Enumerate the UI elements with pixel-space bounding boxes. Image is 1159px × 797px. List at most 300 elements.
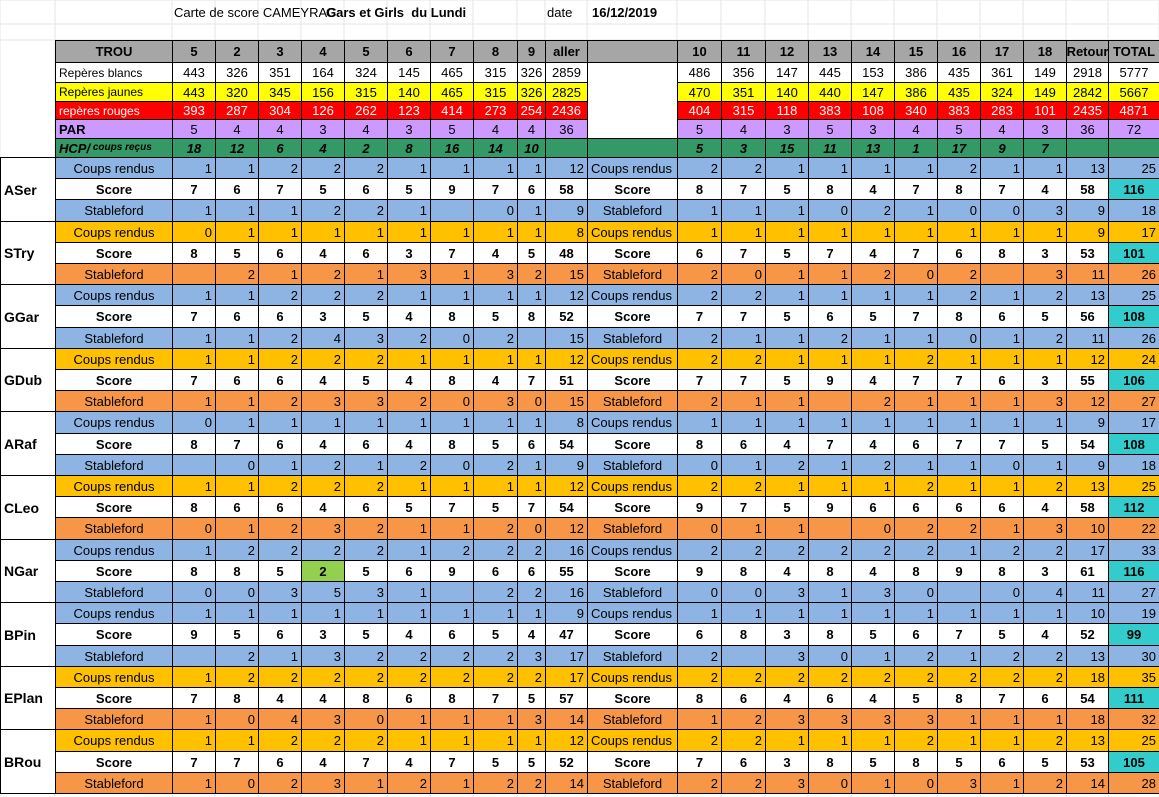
player-EPlan-score-mid-label: Score xyxy=(587,687,678,709)
player-STry-coups-back-14: 1 xyxy=(851,221,895,243)
player-BPin-coups-retour: 10 xyxy=(1066,602,1109,624)
player-BPin-stableford-front-8: 2 xyxy=(473,645,518,667)
player-BPin-score-front-7: 6 xyxy=(430,623,474,646)
player-GGar-score-front-9: 8 xyxy=(517,305,546,328)
reperes-2-back-18: 101 xyxy=(1023,101,1067,120)
header-hole-7: 7 xyxy=(430,40,474,63)
player-BRou-coups-front-2: 1 xyxy=(215,729,259,752)
player-GGar-coups-front-1: 1 xyxy=(172,284,216,306)
hcp-front-6: 8 xyxy=(387,138,431,158)
header-trou: TROU xyxy=(55,40,173,63)
player-CLeo-stableford-front-1: 0 xyxy=(172,517,216,540)
hcp-gap xyxy=(587,138,678,158)
player-ASer-coups-label: Coups rendus xyxy=(55,157,173,179)
player-BRou-coups-back-11: 2 xyxy=(721,729,766,752)
player-GDub-coups-back-17: 1 xyxy=(980,348,1024,370)
player-BPin-score-front-3: 6 xyxy=(258,623,302,646)
player-GDub-score-back-14: 4 xyxy=(851,369,895,391)
player-GDub-stableford-front-8: 3 xyxy=(473,390,518,412)
player-GDub-coups-front-8: 1 xyxy=(473,348,518,370)
player-GGar-score-back-10: 7 xyxy=(677,305,722,328)
player-GDub-score-back-17: 6 xyxy=(980,369,1024,391)
player-BRou-coups-back-14: 1 xyxy=(851,729,895,752)
player-CLeo-coups-front-3: 2 xyxy=(258,475,302,497)
player-EPlan-coups-aller: 17 xyxy=(545,666,588,688)
player-EPlan-stableford-back-18: 1 xyxy=(1023,708,1067,730)
player-ARaf-score-back-15: 6 xyxy=(894,433,938,455)
reperes-1-front-1: 443 xyxy=(172,82,216,102)
player-STry-stableford-back-12: 1 xyxy=(765,263,809,285)
player-ARaf-score-total: 108 xyxy=(1108,433,1159,455)
player-ARaf-stableford-retour: 9 xyxy=(1066,454,1109,476)
reperes-1-front-5: 315 xyxy=(344,82,388,102)
player-NGar-stableford-front-2: 0 xyxy=(215,581,259,603)
player-GGar-stableford-mid-label: Stableford xyxy=(587,327,678,349)
player-BPin-score-mid-label: Score xyxy=(587,623,678,646)
player-CLeo-coups-front-4: 2 xyxy=(301,475,345,497)
player-STry-score-front-8: 4 xyxy=(473,242,518,264)
player-ASer-stableford-back-18: 3 xyxy=(1023,199,1067,222)
reperes-1-back-12: 140 xyxy=(765,82,809,102)
player-BPin-coups-back-10: 1 xyxy=(677,602,722,624)
player-EPlan-coups-back-18: 2 xyxy=(1023,666,1067,688)
player-GDub-stableford-front-2: 1 xyxy=(215,390,259,412)
player-CLeo-coups-back-15: 2 xyxy=(894,475,938,497)
player-BPin-stableford-aller: 17 xyxy=(545,645,588,667)
player-STry-coups-front-1: 0 xyxy=(172,221,216,243)
player-GGar-stableford-front-2: 1 xyxy=(215,327,259,349)
player-EPlan-stableford-back-16: 1 xyxy=(937,708,981,730)
player-STry-stableford-front-3: 1 xyxy=(258,263,302,285)
date-label: date xyxy=(547,4,573,20)
player-NGar-score-front-2: 8 xyxy=(215,560,259,582)
player-ASer-score-back-17: 7 xyxy=(980,178,1024,200)
player-STry-score-back-17: 8 xyxy=(980,242,1024,264)
player-BRou-stableford-label: Stableford xyxy=(55,772,173,794)
player-EPlan-stableford-front-7: 1 xyxy=(430,708,474,730)
player-GDub-coups-back-12: 1 xyxy=(765,348,809,370)
player-GGar-stableford-label: Stableford xyxy=(55,327,173,349)
player-BRou-score-retour: 53 xyxy=(1066,751,1109,773)
player-BPin-coups-back-12: 1 xyxy=(765,602,809,624)
player-ARaf-stableford-back-10: 0 xyxy=(677,454,722,476)
player-STry-stableford-back-17 xyxy=(980,263,1024,285)
reperes-2-front-1: 393 xyxy=(172,101,216,120)
player-EPlan-score-front-1: 7 xyxy=(172,687,216,709)
player-CLeo-score-back-10: 9 xyxy=(677,496,722,518)
reperes-2-back-12: 118 xyxy=(765,101,809,120)
player-BPin-stableford-front-5: 2 xyxy=(344,645,388,667)
player-GDub-stableford-back-18: 3 xyxy=(1023,390,1067,412)
player-GGar-coups-back-18: 2 xyxy=(1023,284,1067,306)
player-STry-coups-front-2: 1 xyxy=(215,221,259,243)
player-ARaf-stableford-front-7: 0 xyxy=(430,454,474,476)
player-ASer-score-retour: 58 xyxy=(1066,178,1109,200)
player-BPin-stableford-back-16: 1 xyxy=(937,645,981,667)
player-ARaf-stableford-front-4: 2 xyxy=(301,454,345,476)
player-ARaf-score-front-7: 8 xyxy=(430,433,474,455)
player-ARaf-stableford-back-11: 1 xyxy=(721,454,766,476)
player-GGar-score-retour: 56 xyxy=(1066,305,1109,328)
player-NGar-score-front-7: 9 xyxy=(430,560,474,582)
player-GDub-stableford-back-12: 1 xyxy=(765,390,809,412)
player-STry-coups-back-15: 1 xyxy=(894,221,938,243)
player-EPlan-stableford-front-3: 4 xyxy=(258,708,302,730)
player-BRou-stableford-back-14: 1 xyxy=(851,772,895,794)
player-ARaf-coups-front-1: 0 xyxy=(172,411,216,434)
player-ARaf-score-back-14: 4 xyxy=(851,433,895,455)
player-GGar-stableford-front-3: 2 xyxy=(258,327,302,349)
player-NGar-stableford-back-17: 0 xyxy=(980,581,1024,603)
par-back-17: 4 xyxy=(980,119,1024,139)
player-ASer-coups-front-9: 1 xyxy=(517,157,546,179)
player-EPlan-coups-front-4: 2 xyxy=(301,666,345,688)
player-EPlan-score-front-2: 8 xyxy=(215,687,259,709)
player-CLeo-score-retour: 58 xyxy=(1066,496,1109,518)
player-GGar-stableford-front-8: 2 xyxy=(473,327,518,349)
player-GGar-stableford-back-10: 2 xyxy=(677,327,722,349)
player-NGar-stableford-aller: 16 xyxy=(545,581,588,603)
player-ARaf-score-front-8: 5 xyxy=(473,433,518,455)
player-BPin-score-back-16: 7 xyxy=(937,623,981,646)
player-GDub-coups-back-16: 1 xyxy=(937,348,981,370)
header-hole-15: 15 xyxy=(894,40,938,63)
player-CLeo-coups-back-16: 1 xyxy=(937,475,981,497)
player-ARaf-coups-back-12: 1 xyxy=(765,411,809,434)
player-EPlan-score-front-9: 5 xyxy=(517,687,546,709)
player-ARaf-coups-front-8: 1 xyxy=(473,411,518,434)
player-ARaf-score-front-3: 6 xyxy=(258,433,302,455)
player-NGar-stableford-back-16 xyxy=(937,581,981,603)
player-STry-score-back-10: 6 xyxy=(677,242,722,264)
reperes-0-front-1: 443 xyxy=(172,62,216,83)
player-CLeo-stableford-back-12: 1 xyxy=(765,517,809,540)
player-BRou-score-aller: 52 xyxy=(545,751,588,773)
player-ARaf-score-front-4: 4 xyxy=(301,433,345,455)
player-CLeo-stableford-front-2: 1 xyxy=(215,517,259,540)
player-BPin-stableford-back-10: 2 xyxy=(677,645,722,667)
player-BPin-coups-back-16: 1 xyxy=(937,602,981,624)
player-GGar-coups-front-5: 2 xyxy=(344,284,388,306)
player-BPin-coups-total: 19 xyxy=(1108,602,1159,624)
header-retour: Retour xyxy=(1066,40,1109,63)
player-BRou-stableford-aller: 14 xyxy=(545,772,588,794)
header-hole-17: 17 xyxy=(980,40,1024,63)
player-CLeo-stableford-front-3: 2 xyxy=(258,517,302,540)
player-CLeo-coups-back-18: 2 xyxy=(1023,475,1067,497)
player-GDub-stableford-retour: 12 xyxy=(1066,390,1109,412)
player-BRou-score-back-11: 6 xyxy=(721,751,766,773)
player-BPin-coups-front-1: 1 xyxy=(172,602,216,624)
player-NGar-stableford-front-8: 2 xyxy=(473,581,518,603)
player-GDub-stableford-front-6: 2 xyxy=(387,390,431,412)
player-ASer-coups-aller: 12 xyxy=(545,157,588,179)
reperes-1-back-14: 147 xyxy=(851,82,895,102)
player-GGar-score-front-1: 7 xyxy=(172,305,216,328)
reperes-0-back-14: 153 xyxy=(851,62,895,83)
player-ARaf-score-front-6: 4 xyxy=(387,433,431,455)
par-front-4: 3 xyxy=(301,119,345,139)
player-GDub-stableford-front-1: 1 xyxy=(172,390,216,412)
player-ARaf-stableford-mid-label: Stableford xyxy=(587,454,678,476)
par-front-7: 5 xyxy=(430,119,474,139)
player-ARaf-stableford-aller: 9 xyxy=(545,454,588,476)
reperes-0-total: 5777 xyxy=(1108,62,1159,83)
player-STry-stableford-front-6: 3 xyxy=(387,263,431,285)
reperes-2-aller: 2436 xyxy=(545,101,588,120)
hcp-front-1: 18 xyxy=(172,138,216,158)
player-GGar-stableford-total: 26 xyxy=(1108,327,1159,349)
player-STry-coups-front-5: 1 xyxy=(344,221,388,243)
reperes-2-back-14: 108 xyxy=(851,101,895,120)
player-NGar-stableford-front-4: 5 xyxy=(301,581,345,603)
player-GDub-coups-front-4: 2 xyxy=(301,348,345,370)
player-CLeo-coups-front-8: 1 xyxy=(473,475,518,497)
reperes-2-front-4: 126 xyxy=(301,101,345,120)
player-CLeo-score-front-4: 4 xyxy=(301,496,345,518)
player-BPin-coups-front-3: 1 xyxy=(258,602,302,624)
player-STry-stableford-total: 26 xyxy=(1108,263,1159,285)
player-GDub-coups-total: 24 xyxy=(1108,348,1159,370)
player-GGar-coups-back-13: 1 xyxy=(808,284,852,306)
player-GDub-score-back-18: 3 xyxy=(1023,369,1067,391)
player-CLeo-stableford-label: Stableford xyxy=(55,517,173,540)
player-EPlan-score-back-13: 6 xyxy=(808,687,852,709)
hcp-retour xyxy=(1066,138,1109,158)
par-front-3: 4 xyxy=(258,119,302,139)
player-BPin-score-aller: 47 xyxy=(545,623,588,646)
player-ARaf-score-front-2: 7 xyxy=(215,433,259,455)
player-NGar-stableford-front-6: 1 xyxy=(387,581,431,603)
player-GDub-coups-front-2: 1 xyxy=(215,348,259,370)
player-ASer-stableford-back-13: 0 xyxy=(808,199,852,222)
player-BRou-stableford-back-16: 3 xyxy=(937,772,981,794)
player-ARaf-coups-front-9: 1 xyxy=(517,411,546,434)
player-GDub-score-front-3: 6 xyxy=(258,369,302,391)
player-BPin-score-back-12: 3 xyxy=(765,623,809,646)
player-EPlan-stableford-front-4: 3 xyxy=(301,708,345,730)
player-ASer-score-front-3: 7 xyxy=(258,178,302,200)
player-CLeo-score-total: 112 xyxy=(1108,496,1159,518)
player-ASer-coups-back-18: 1 xyxy=(1023,157,1067,179)
player-EPlan-stableford-front-9: 3 xyxy=(517,708,546,730)
player-BPin-stableford-back-13: 0 xyxy=(808,645,852,667)
player-GGar-coups-front-9: 1 xyxy=(517,284,546,306)
player-EPlan-coups-back-15: 2 xyxy=(894,666,938,688)
player-STry-stableford-front-1 xyxy=(172,263,216,285)
player-NGar-coups-aller: 16 xyxy=(545,539,588,561)
header-hole-6: 6 xyxy=(387,40,431,63)
player-NGar-stableford-back-18: 4 xyxy=(1023,581,1067,603)
player-ASer-score-total: 116 xyxy=(1108,178,1159,200)
player-BPin-score-retour: 52 xyxy=(1066,623,1109,646)
player-CLeo-coups-front-6: 1 xyxy=(387,475,431,497)
player-ARaf-coups-label: Coups rendus xyxy=(55,411,173,434)
player-GDub-stableford-aller: 15 xyxy=(545,390,588,412)
player-STry-coups-aller: 8 xyxy=(545,221,588,243)
player-ARaf-score-front-9: 6 xyxy=(517,433,546,455)
reperes-1-retour: 2842 xyxy=(1066,82,1109,102)
player-BRou-score-front-6: 4 xyxy=(387,751,431,773)
player-BRou-coups-front-9: 1 xyxy=(517,729,546,752)
player-BRou-score-front-3: 6 xyxy=(258,751,302,773)
player-STry-score-front-3: 6 xyxy=(258,242,302,264)
player-ASer-score-front-8: 7 xyxy=(473,178,518,200)
player-GGar-coups-back-11: 2 xyxy=(721,284,766,306)
player-BPin-coups-front-5: 1 xyxy=(344,602,388,624)
player-CLeo-coups-front-9: 1 xyxy=(517,475,546,497)
player-NGar-stableford-front-3: 3 xyxy=(258,581,302,603)
player-BRou-stableford-back-15: 0 xyxy=(894,772,938,794)
player-GDub-score-front-5: 5 xyxy=(344,369,388,391)
player-ASer-coups-back-14: 1 xyxy=(851,157,895,179)
player-ARaf-score-back-11: 6 xyxy=(721,433,766,455)
player-STry-stableford-retour: 11 xyxy=(1066,263,1109,285)
player-BPin-stableford-mid-label: Stableford xyxy=(587,645,678,667)
player-GDub-score-front-7: 8 xyxy=(430,369,474,391)
player-ASer-stableford-front-3: 1 xyxy=(258,199,302,222)
reperes-2-retour: 2435 xyxy=(1066,101,1109,120)
player-ASer-stableford-back-15: 1 xyxy=(894,199,938,222)
player-GDub-coups-back-18: 1 xyxy=(1023,348,1067,370)
player-EPlan-score-label: Score xyxy=(55,687,173,709)
player-ASer-score-front-2: 6 xyxy=(215,178,259,200)
par-front-2: 4 xyxy=(215,119,259,139)
par-front-5: 4 xyxy=(344,119,388,139)
player-GDub-score-aller: 51 xyxy=(545,369,588,391)
reperes-1-front-4: 156 xyxy=(301,82,345,102)
reperes-1-total: 5667 xyxy=(1108,82,1159,102)
player-EPlan-stableford-back-11: 2 xyxy=(721,708,766,730)
hcp-total xyxy=(1108,138,1159,158)
player-EPlan-score-front-5: 8 xyxy=(344,687,388,709)
player-EPlan-score-aller: 57 xyxy=(545,687,588,709)
player-CLeo-score-front-3: 6 xyxy=(258,496,302,518)
hcp-aller xyxy=(545,138,588,158)
player-EPlan-coups-front-3: 2 xyxy=(258,666,302,688)
player-NGar-coups-total: 33 xyxy=(1108,539,1159,561)
player-NGar-coups-back-17: 2 xyxy=(980,539,1024,561)
player-ASer-coups-total: 25 xyxy=(1108,157,1159,179)
player-CLeo-coups-front-7: 1 xyxy=(430,475,474,497)
player-STry-coups-label: Coups rendus xyxy=(55,221,173,243)
player-EPlan-stableford-back-12: 3 xyxy=(765,708,809,730)
player-EPlan-stableford-retour: 18 xyxy=(1066,708,1109,730)
player-EPlan-score-front-4: 4 xyxy=(301,687,345,709)
player-ARaf-stableford-back-16: 1 xyxy=(937,454,981,476)
player-CLeo-score-back-12: 5 xyxy=(765,496,809,518)
player-STry-stableford-front-5: 1 xyxy=(344,263,388,285)
player-EPlan-coups-front-8: 2 xyxy=(473,666,518,688)
player-ASer-score-front-9: 6 xyxy=(517,178,546,200)
player-BPin-score-front-2: 5 xyxy=(215,623,259,646)
title-prefix: Carte de score CAMEYRAC: xyxy=(174,4,341,20)
player-BRou-stableford-front-7: 1 xyxy=(430,772,474,794)
player-GDub-score-retour: 55 xyxy=(1066,369,1109,391)
player-ASer-coups-back-13: 1 xyxy=(808,157,852,179)
player-ARaf-stableford-front-8: 2 xyxy=(473,454,518,476)
player-CLeo-stableford-front-7: 1 xyxy=(430,517,474,540)
player-GGar-coups-mid-label: Coups rendus xyxy=(587,284,678,306)
player-NGar-coups-retour: 17 xyxy=(1066,539,1109,561)
player-NGar-score-back-10: 9 xyxy=(677,560,722,582)
player-STry-score-retour: 53 xyxy=(1066,242,1109,264)
hcp-label xyxy=(55,138,173,158)
player-EPlan-score-back-14: 4 xyxy=(851,687,895,709)
hcp-front-9: 10 xyxy=(517,138,546,158)
player-CLeo-stableford-back-15: 2 xyxy=(894,517,938,540)
player-EPlan-stableford-back-13: 3 xyxy=(808,708,852,730)
player-ASer-score-back-10: 8 xyxy=(677,178,722,200)
header-hole-13: 13 xyxy=(808,40,852,63)
player-name-GGar: GGar xyxy=(0,284,56,349)
player-STry-score-back-14: 4 xyxy=(851,242,895,264)
player-GDub-stableford-total: 27 xyxy=(1108,390,1159,412)
player-BPin-stableford-front-6: 2 xyxy=(387,645,431,667)
reperes-2-total: 4871 xyxy=(1108,101,1159,120)
player-BPin-stableford-total: 30 xyxy=(1108,645,1159,667)
player-STry-stableford-label: Stableford xyxy=(55,263,173,285)
player-BPin-score-total: 99 xyxy=(1108,623,1159,646)
player-NGar-stableford-back-15: 0 xyxy=(894,581,938,603)
player-ARaf-coups-total: 17 xyxy=(1108,411,1159,434)
player-ASer-coups-front-4: 2 xyxy=(301,157,345,179)
player-ASer-stableford-back-12: 1 xyxy=(765,199,809,222)
player-STry-coups-front-7: 1 xyxy=(430,221,474,243)
player-ASer-score-back-18: 4 xyxy=(1023,178,1067,200)
player-CLeo-score-front-8: 5 xyxy=(473,496,518,518)
reperes-1-back-15: 386 xyxy=(894,82,938,102)
player-ASer-score-front-1: 7 xyxy=(172,178,216,200)
player-ASer-coups-front-1: 1 xyxy=(172,157,216,179)
player-BRou-stableford-front-1: 1 xyxy=(172,772,216,794)
reperes-2-back-10: 404 xyxy=(677,101,722,120)
player-ASer-coups-back-11: 2 xyxy=(721,157,766,179)
player-ARaf-score-back-18: 5 xyxy=(1023,433,1067,455)
player-CLeo-stableford-back-11: 1 xyxy=(721,517,766,540)
player-BPin-score-front-5: 5 xyxy=(344,623,388,646)
player-BRou-stableford-retour: 14 xyxy=(1066,772,1109,794)
player-CLeo-score-back-18: 4 xyxy=(1023,496,1067,518)
player-NGar-coups-back-16: 1 xyxy=(937,539,981,561)
player-NGar-stableford-back-11: 0 xyxy=(721,581,766,603)
player-EPlan-stableford-aller: 14 xyxy=(545,708,588,730)
par-front-9: 4 xyxy=(517,119,546,139)
player-STry-stableford-back-13: 1 xyxy=(808,263,852,285)
player-BRou-coups-front-3: 2 xyxy=(258,729,302,752)
reperes-2-front-7: 414 xyxy=(430,101,474,120)
player-STry-stableford-back-16: 2 xyxy=(937,263,981,285)
player-EPlan-coups-back-14: 2 xyxy=(851,666,895,688)
player-NGar-score-back-16: 9 xyxy=(937,560,981,582)
player-CLeo-stableford-back-17: 1 xyxy=(980,517,1024,540)
player-EPlan-coups-back-12: 2 xyxy=(765,666,809,688)
player-GDub-coups-label: Coups rendus xyxy=(55,348,173,370)
player-NGar-stableford-back-12: 3 xyxy=(765,581,809,603)
player-GDub-stableford-front-9: 0 xyxy=(517,390,546,412)
reperes-0-back-16: 435 xyxy=(937,62,981,83)
player-ASer-stableford-front-5: 2 xyxy=(344,199,388,222)
header-hole-18: 18 xyxy=(1023,40,1067,63)
player-EPlan-score-back-18: 6 xyxy=(1023,687,1067,709)
player-GDub-score-front-4: 4 xyxy=(301,369,345,391)
player-BRou-stableford-back-11: 2 xyxy=(721,772,766,794)
player-ARaf-stableford-back-14: 2 xyxy=(851,454,895,476)
player-BPin-coups-aller: 9 xyxy=(545,602,588,624)
par-back-12: 3 xyxy=(765,119,809,139)
player-CLeo-coups-total: 25 xyxy=(1108,475,1159,497)
player-ARaf-stableford-front-5: 1 xyxy=(344,454,388,476)
